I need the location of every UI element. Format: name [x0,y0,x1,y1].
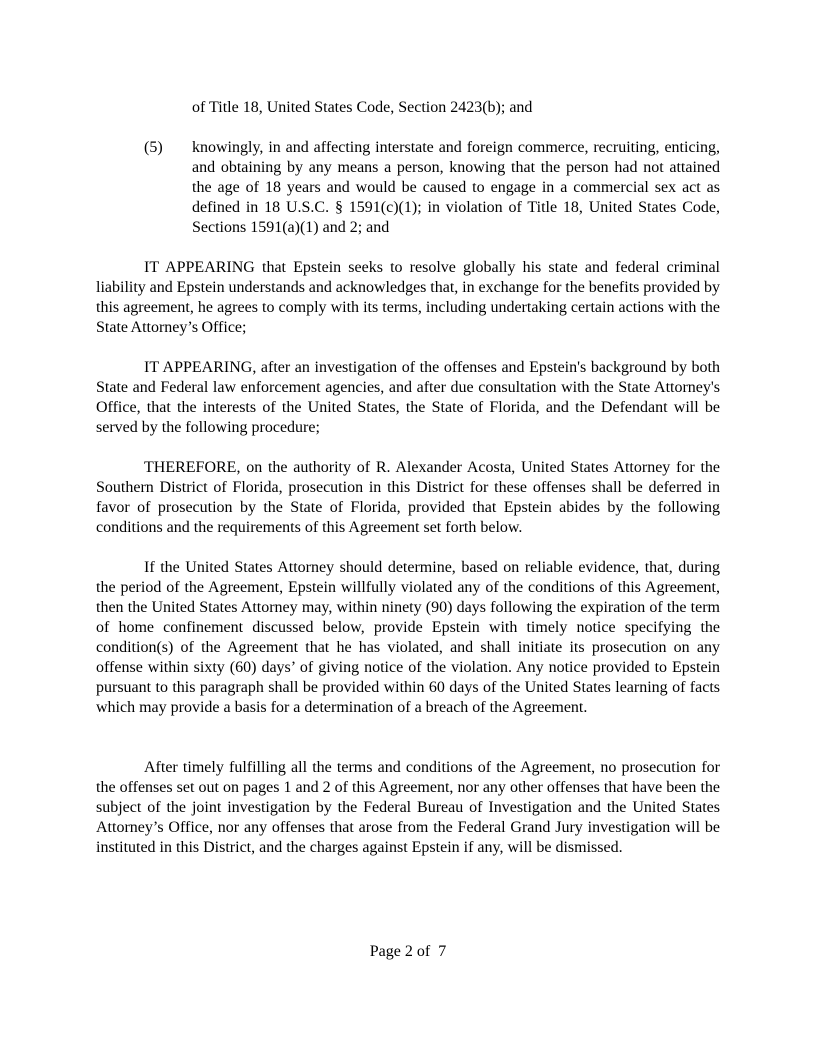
paragraph-global-resolution: IT APPEARING that Epstein seeks to resolve globally his state and federal criminal liability and Epstein understands and acknowledges that, in exchange for the benefits provided by this agreement, he agrees to comply with its terms, including undertaking certain actions with the State Attorney’s Office; [96,259,720,336]
page-footer [0,942,816,962]
list-item-text: knowingly, in and affecting interstate and foreign commerce, recruiting, enticing, and obtaining by any means a person, knowing that the person had not attained the age of 18 years and would be caused to engage in a commercial sex act as defined in 18 U.S.C. § 1591(c)(1); in violation of Title 18, United States Code, Sections 1591(a)(1) and 2; and [192,139,720,236]
paragraph-investigation: IT APPEARING, after an investigation of the offenses and Epstein's background by both State and Federal law enforcement agencies, and after due consultation with the State Attorney's Office, that the interests of the United States, the State of Florida, and the Defendant will be served by the following procedure; [96,359,720,436]
list-continuation-text: of Title 18, United States Code, Section 2423(b); and [192,99,533,116]
paragraph-violation-notice: If the United States Attorney should determine, based on reliable evidence, that, during the period of the Agreement, Epstein willfully violated any of the conditions of this Agreement, then the United States Attorney may, within ninety (90) days following the expiration of the term of home confinement discussed below, provide Epstein with timely notice specifying the condition(s) of the Agreement that he has violated, and shall initiate its prosecution on any offense within sixty (60) days’ of giving notice of the violation. Any notice provided to Epstein pursuant to this paragraph shall be provided within 60 days of the United States learning of facts which may provide a basis for a determination of a breach of the Agreement. [96,559,720,716]
list-item-5 [96,138,720,238]
paragraph-therefore-deferral: THEREFORE, on the authority of R. Alexander Acosta, United States Attorney for the Southern District of Florida, prosecution in this District for these offenses shall be deferred in favor of prosecution by the State of Florida, provided that Epstein abides by the following conditions and the requirements of this Agreement set forth below. [96,459,720,536]
list-item-marker: (5) [144,139,163,156]
page-number: Page 2 of 7 [369,943,447,960]
paragraph-no-prosecution: After timely fulfilling all the terms and conditions of the Agreement, no prosecution for the offenses set out on pages 1 and 2 of this Agreement, nor any other offenses that have been the subject of the joint investigation by the Federal Bureau of Investigation and the United States Attorney’s Office, nor any offenses that arose from the Federal Grand Jury investigation will be instituted in this District, and the charges against Epstein if any, will be dismissed. [96,759,720,856]
